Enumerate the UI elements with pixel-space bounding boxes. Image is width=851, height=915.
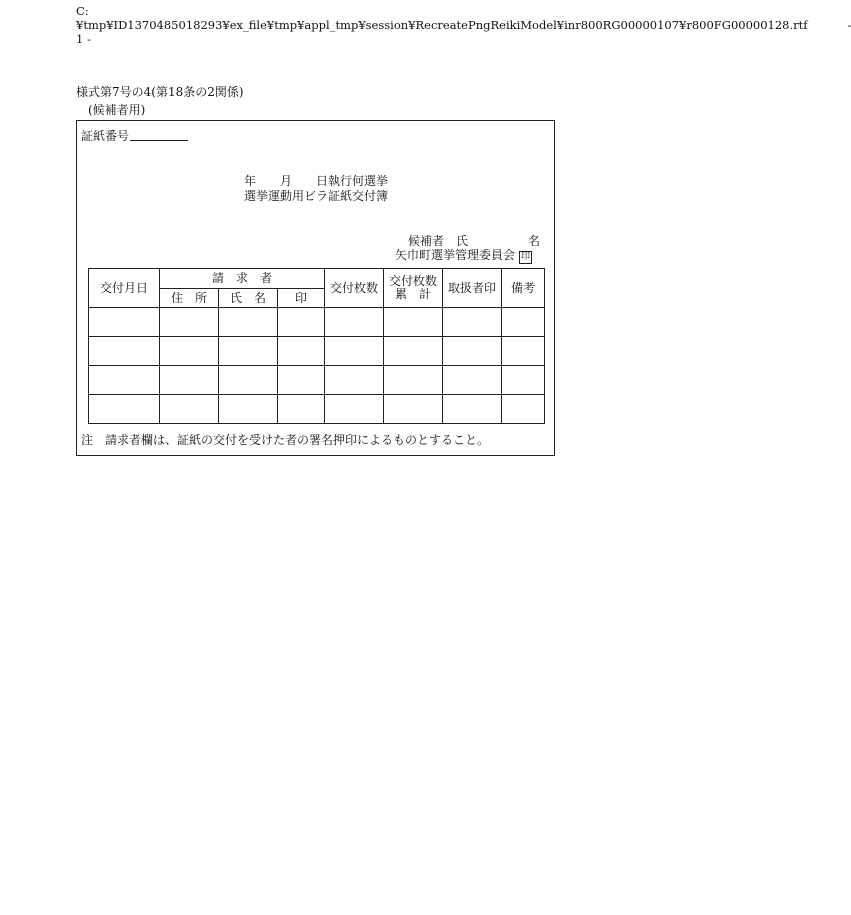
table-cell[interactable]	[384, 366, 443, 395]
table-row	[89, 308, 545, 337]
candidate-label: 候補者 氏	[408, 234, 469, 248]
table-cell[interactable]	[278, 308, 325, 337]
table-cell[interactable]	[160, 395, 219, 424]
header-cumulative-line1: 交付枚数	[389, 274, 438, 288]
title-line-1: 年 月 日執行何選挙	[244, 174, 389, 188]
table-cell[interactable]	[502, 337, 545, 366]
table-cell[interactable]	[278, 366, 325, 395]
table-cell[interactable]	[502, 308, 545, 337]
table-cell[interactable]	[219, 337, 278, 366]
page-number: 1 -	[76, 32, 91, 46]
header-row-1	[89, 269, 545, 289]
header-name: 氏 名	[219, 289, 278, 308]
form-label: 様式第7号の4(第18条の2関係)	[76, 85, 244, 99]
seal-mark: 印	[521, 252, 531, 262]
header-remarks: 備考	[502, 269, 545, 308]
certificate-number-label: 証紙番号	[81, 129, 130, 143]
table-cell[interactable]	[89, 308, 160, 337]
committee-name: 矢巾町選挙管理委員会	[395, 248, 516, 262]
table-row	[89, 395, 545, 424]
table-cell[interactable]	[219, 395, 278, 424]
table-cell[interactable]	[384, 308, 443, 337]
table-cell[interactable]	[502, 366, 545, 395]
table-cell[interactable]	[160, 308, 219, 337]
table-cell[interactable]	[89, 395, 160, 424]
table-cell[interactable]	[443, 308, 502, 337]
table-cell[interactable]	[384, 337, 443, 366]
footnote: 注 請求者欄は、証紙の交付を受けた者の署名押印によるものとすること。	[81, 433, 490, 447]
table-cell[interactable]	[502, 395, 545, 424]
issue-ledger-table	[88, 268, 545, 424]
table-cell[interactable]	[443, 337, 502, 366]
form-subtitle: (候補者用)	[88, 103, 146, 117]
title-line-2: 選挙運動用ビラ証紙交付簿	[244, 189, 389, 203]
header-issue-count: 交付枚数	[325, 269, 384, 308]
certificate-number-line	[130, 140, 188, 141]
header-handler: 取扱者印	[443, 269, 502, 308]
table-cell[interactable]	[160, 337, 219, 366]
header-address: 住 所	[160, 289, 219, 308]
file-path-text: C:¥tmp¥ID1370485018293¥ex_file¥tmp¥appl_tmp¥session¥RecreatePngReikiModel¥inr800RG00000107¥r800FG00000128.rtf	[76, 4, 808, 32]
table-cell[interactable]	[219, 366, 278, 395]
table-row	[89, 337, 545, 366]
table-cell[interactable]	[325, 366, 384, 395]
table-row	[89, 366, 545, 395]
table-cell[interactable]	[443, 395, 502, 424]
table-cell[interactable]	[325, 337, 384, 366]
candidate-name-suffix: 名	[528, 234, 541, 248]
candidate-row	[408, 234, 541, 248]
header-seal: 印	[278, 289, 325, 308]
table-cell[interactable]	[325, 395, 384, 424]
table-cell[interactable]	[219, 308, 278, 337]
table-cell[interactable]	[443, 366, 502, 395]
committee-row	[395, 249, 532, 264]
table-cell[interactable]	[278, 337, 325, 366]
header-cumulative-line2: 累 計	[395, 287, 432, 301]
header-date: 交付月日	[89, 269, 160, 308]
header-requester: 請 求 者	[160, 269, 325, 289]
table-cell[interactable]	[278, 395, 325, 424]
table-cell[interactable]	[384, 395, 443, 424]
file-path	[76, 4, 808, 46]
table-cell[interactable]	[325, 308, 384, 337]
header-cumulative	[384, 269, 443, 308]
table-cell[interactable]	[89, 366, 160, 395]
table-cell[interactable]	[89, 337, 160, 366]
table-cell[interactable]	[160, 366, 219, 395]
